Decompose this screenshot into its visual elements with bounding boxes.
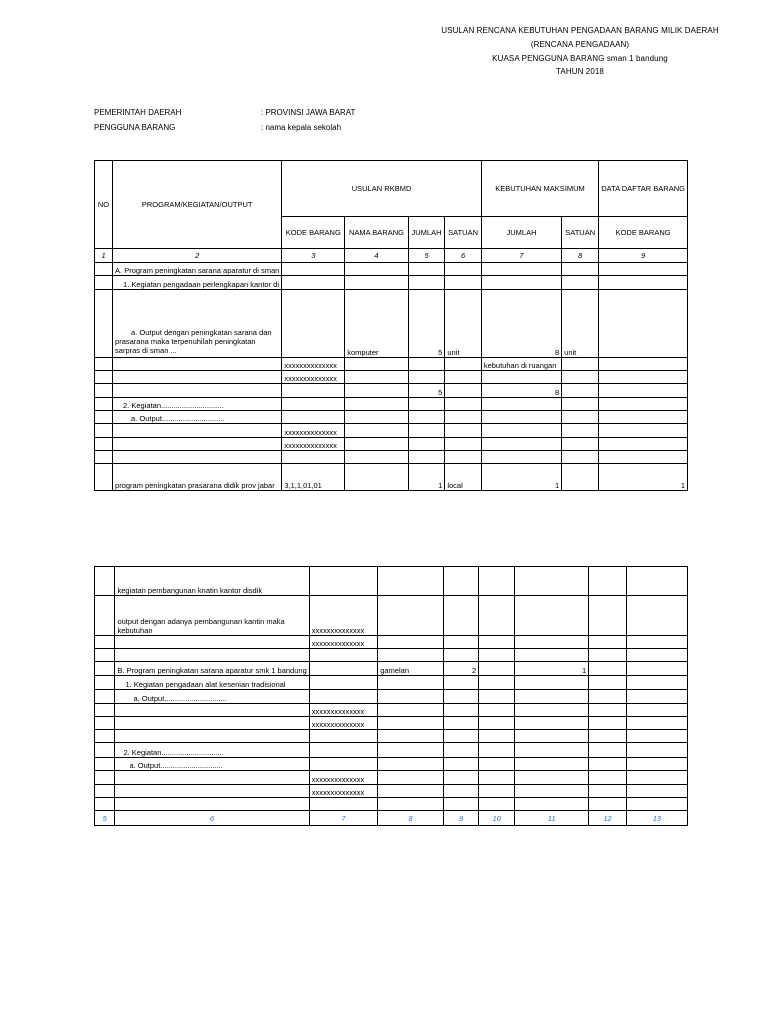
footer-number: 10 bbox=[479, 811, 515, 826]
header-satuan: SATUAN bbox=[445, 217, 482, 249]
footer-number: 5 bbox=[95, 811, 115, 826]
pengguna-value: : nama kepala sekolah bbox=[261, 123, 342, 132]
header-jumlah-kebutuhan: JUMLAH bbox=[481, 217, 561, 249]
total-jumlah-cell: 5 bbox=[408, 384, 445, 398]
title-line-3: KUASA PENGGUNA BARANG sman 1 bandung bbox=[492, 54, 668, 63]
col-number: 8 bbox=[562, 249, 599, 263]
output-row: a. Output.............................. bbox=[113, 411, 282, 424]
kode-barang-cell: xxxxxxxxxxxxxx bbox=[282, 424, 345, 438]
output-kantin-cell: output dengan adanya pembangunan kantin maka kebutuhan bbox=[115, 596, 309, 636]
header-satuan-kebutuhan: SATUAN bbox=[562, 217, 599, 249]
footer-number: 11 bbox=[515, 811, 589, 826]
col-number: 9 bbox=[599, 249, 688, 263]
footer-number: 6 bbox=[115, 811, 309, 826]
pengguna-label: PENGGUNA BARANG bbox=[94, 123, 176, 132]
col-number: 2 bbox=[113, 249, 282, 263]
output-row: a. Output.............................. bbox=[115, 758, 309, 771]
footer-number: 12 bbox=[589, 811, 627, 826]
kode-barang-cell: xxxxxxxxxxxxxx bbox=[309, 771, 378, 785]
footer-number: 9 bbox=[444, 811, 479, 826]
jumlah-cell: 1 bbox=[408, 464, 445, 491]
kode-barang-311: 3,1,1,01,01 bbox=[282, 464, 345, 491]
footer-number: 7 bbox=[309, 811, 378, 826]
kebutuhan-satuan-cell: unit bbox=[562, 290, 599, 358]
col-number: 5 bbox=[408, 249, 445, 263]
kode-barang-cell: xxxxxxxxxxxxxx bbox=[282, 358, 345, 371]
col-number: 1 bbox=[95, 249, 113, 263]
footer-number: 13 bbox=[626, 811, 687, 826]
kode-barang-cell: xxxxxxxxxxxxxx bbox=[309, 717, 378, 730]
nama-barang-gamelan: gamelan bbox=[378, 662, 444, 676]
kegiatan-1-row: 1. Kegiatan pengadaan perlengkapan kantor di bbox=[113, 276, 282, 290]
title-line-4: TAHUN 2018 bbox=[556, 67, 604, 76]
pemda-value: : PROVINSI JAWA BARAT bbox=[261, 108, 356, 117]
header-data-daftar-barang: DATA DAFTAR BARANG bbox=[599, 161, 688, 217]
footer-number: 8 bbox=[378, 811, 444, 826]
col-number: 4 bbox=[345, 249, 408, 263]
col-number: 6 bbox=[445, 249, 482, 263]
kebutuhan-jumlah-cell: 8 bbox=[481, 290, 561, 358]
kegiatan-2-row: 2. Kegiatan.............................. bbox=[113, 398, 282, 411]
rkbmd-table-2 bbox=[94, 566, 688, 826]
title-line-2: (RENCANA PENGADAAN) bbox=[530, 40, 630, 49]
kode-barang-cell: xxxxxxxxxxxxxx bbox=[282, 371, 345, 384]
kegiatan-2-row: 2. Kegiatan.............................. bbox=[115, 743, 309, 758]
nama-barang-komputer: komputer bbox=[345, 290, 408, 358]
kegiatan-alat-row: 1. Kegiatan pengadaan alat kesenian tradisional bbox=[115, 676, 309, 690]
satuan-local: local bbox=[445, 464, 482, 491]
program-b-row: B. Program peningkatan sarana aparatur smk 1 bandung bbox=[115, 662, 309, 676]
jumlah-cell: 2 bbox=[444, 662, 479, 676]
header-kebutuhan-maksimum: KEBUTUHAN MAKSIMUM bbox=[481, 161, 598, 217]
kode-barang-cell: xxxxxxxxxxxxxx bbox=[309, 636, 378, 649]
col-number: 7 bbox=[481, 249, 561, 263]
header-kode-barang-data: KODE BARANG bbox=[599, 217, 688, 249]
header-kode-barang: KODE BARANG bbox=[282, 217, 345, 249]
header-jumlah: JUMLAH bbox=[408, 217, 445, 249]
kebutuhan-jumlah-cell: 1 bbox=[515, 662, 589, 676]
kode-barang-cell: xxxxxxxxxxxxxx bbox=[309, 704, 378, 717]
rkbmd-table-1 bbox=[94, 160, 688, 491]
kode-barang-cell: xxxxxxxxxxxxxx bbox=[309, 596, 378, 636]
title-line-1: USULAN RENCANA KEBUTUHAN PENGADAAN BARANG MILIK DAERAH bbox=[441, 26, 719, 35]
col-number: 3 bbox=[282, 249, 345, 263]
pemda-label: PEMERINTAH DAERAH bbox=[94, 108, 182, 117]
kebutuhan-jumlah-cell: 1 bbox=[481, 464, 561, 491]
output-a-cell: a. Output dengan peningkatan sarana dan prasarana maka terpenuhilah peningkatan sarpras di sman ... bbox=[113, 290, 282, 358]
satuan-cell: unit bbox=[445, 290, 482, 358]
jumlah-cell: 5 bbox=[408, 290, 445, 358]
header-program: PROGRAM/KEGIATAN/OUTPUT bbox=[113, 161, 282, 249]
output-row: a. Output.............................. bbox=[115, 690, 309, 704]
kode-barang-cell: xxxxxxxxxxxxxx bbox=[282, 438, 345, 451]
kode-barang-cell: xxxxxxxxxxxxxx bbox=[309, 785, 378, 798]
total-kebutuhan-cell: 8 bbox=[481, 384, 561, 398]
kebutuhan-note: kebutuhan di ruangan bbox=[481, 358, 561, 371]
data-barang-cell: 1 bbox=[599, 464, 688, 491]
program-prasarana-cell: program peningkatan prasarana didik prov jabar bbox=[113, 464, 282, 491]
header-no: NO bbox=[95, 161, 113, 249]
kegiatan-kantin-cell: kegiatan pembangunan knatin kantor disdik bbox=[115, 567, 309, 596]
header-usulan-rkbmd: USULAN RKBMD bbox=[282, 161, 482, 217]
program-a-row: A. Program peningkatan sarana aparatur di sman bbox=[113, 263, 282, 276]
header-nama-barang: NAMA BARANG bbox=[345, 217, 408, 249]
